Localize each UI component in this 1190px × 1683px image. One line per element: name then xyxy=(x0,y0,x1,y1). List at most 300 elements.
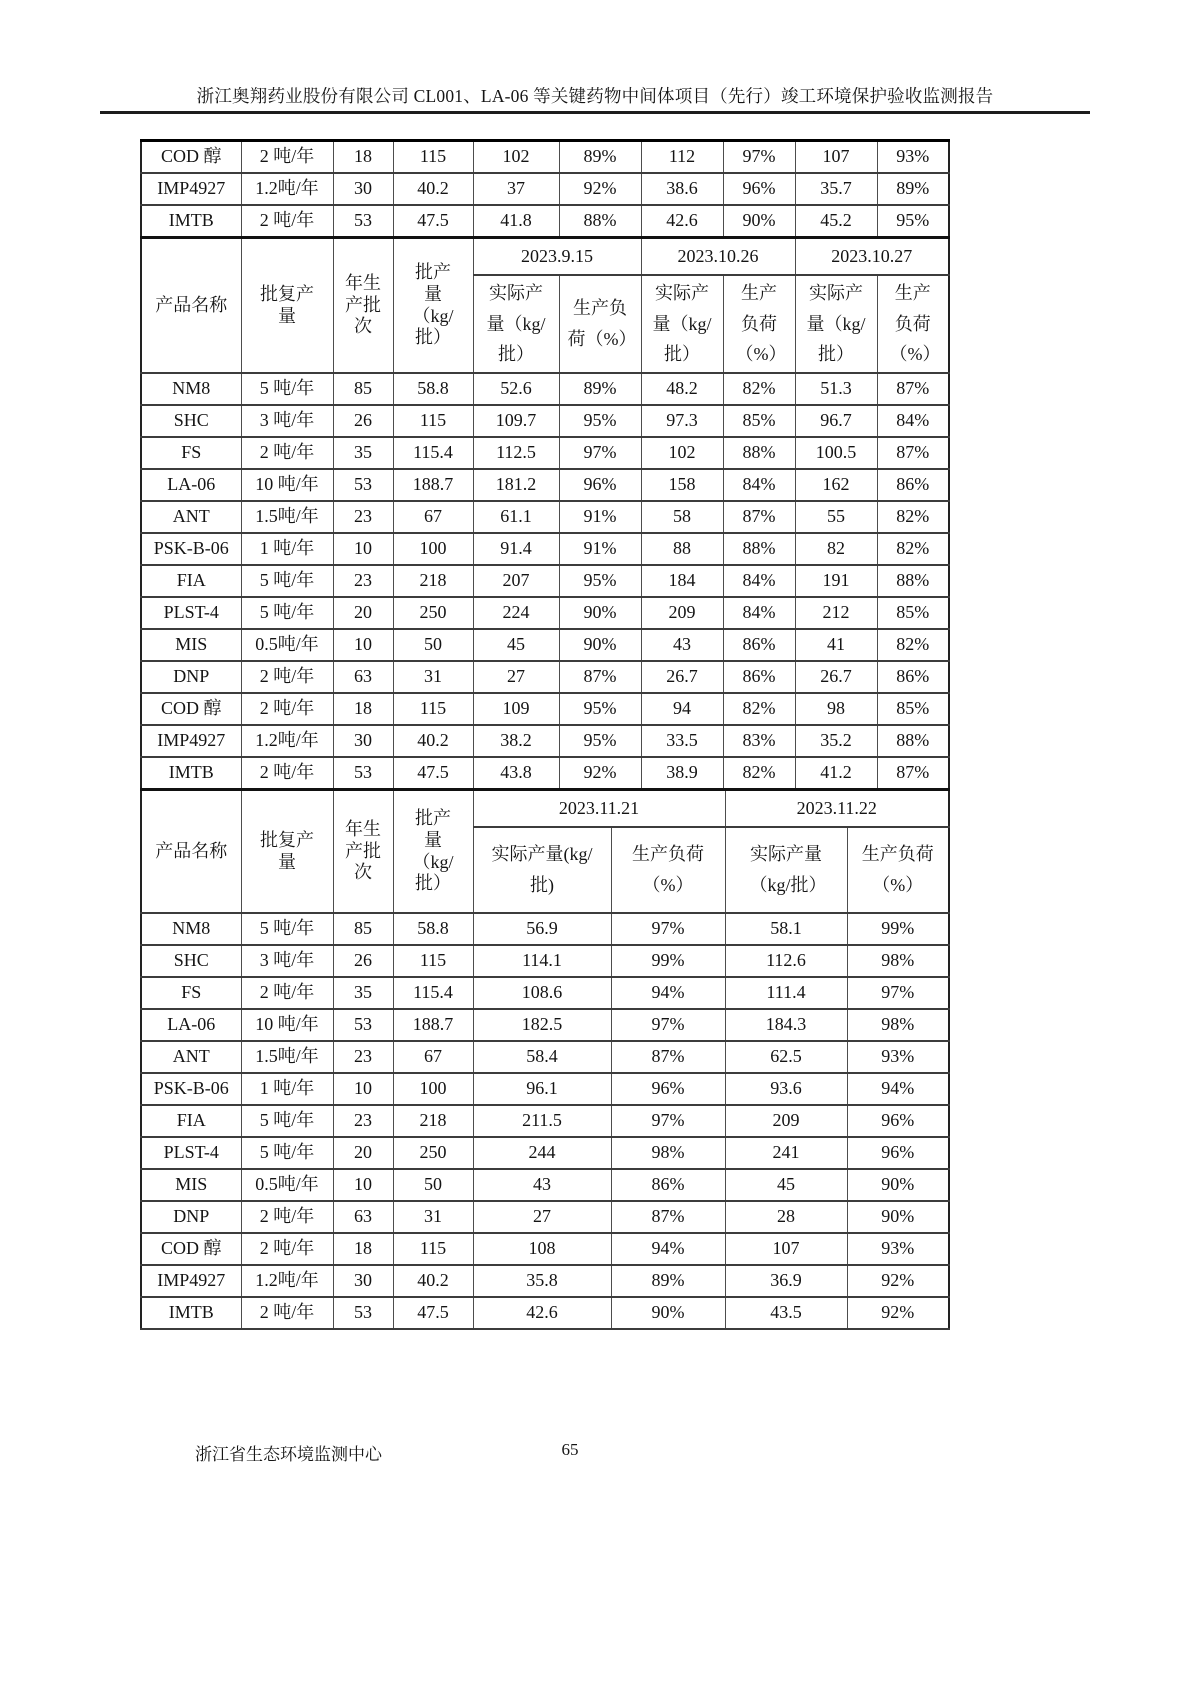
value-cell: 92% xyxy=(847,1265,949,1297)
value-cell: 209 xyxy=(725,1105,847,1137)
value-cell: 35.7 xyxy=(795,173,877,205)
value-cell: 250 xyxy=(393,1137,473,1169)
value-cell: 40.2 xyxy=(393,725,473,757)
value-cell: 94% xyxy=(611,1233,725,1265)
table-row xyxy=(141,1009,949,1041)
value-cell: 10 吨/年 xyxy=(241,469,333,501)
col-header-annual-batches: 年生产批次 xyxy=(333,790,393,914)
product-name-cell: IMP4927 xyxy=(141,173,241,205)
product-name-cell: FS xyxy=(141,437,241,469)
value-cell: 82% xyxy=(723,757,795,789)
value-cell: 27 xyxy=(473,661,559,693)
value-cell: 1.2吨/年 xyxy=(241,725,333,757)
value-cell: 88% xyxy=(877,725,949,757)
value-cell: 88 xyxy=(641,533,723,565)
value-cell: 10 xyxy=(333,1169,393,1201)
table-row xyxy=(141,1169,949,1201)
product-name-cell: LA-06 xyxy=(141,469,241,501)
value-cell: 98% xyxy=(611,1137,725,1169)
value-cell: 115 xyxy=(393,693,473,725)
product-name-cell: ANT xyxy=(141,501,241,533)
product-name-cell: NM8 xyxy=(141,373,241,405)
value-cell: 61.1 xyxy=(473,501,559,533)
table-row xyxy=(141,1233,949,1265)
value-cell: 47.5 xyxy=(393,205,473,237)
value-cell: 53 xyxy=(333,205,393,237)
value-cell: 90% xyxy=(559,629,641,661)
value-cell: 23 xyxy=(333,1041,393,1073)
table-row xyxy=(141,1265,949,1297)
value-cell: 83% xyxy=(723,725,795,757)
product-name-cell: DNP xyxy=(141,661,241,693)
value-cell: 1 吨/年 xyxy=(241,1073,333,1105)
value-cell: 108 xyxy=(473,1233,611,1265)
value-cell: 0.5吨/年 xyxy=(241,629,333,661)
value-cell: 115 xyxy=(393,141,473,174)
value-cell: 89% xyxy=(611,1265,725,1297)
value-cell: 241 xyxy=(725,1137,847,1169)
col-header-batch-output: 批产量（kg/批） xyxy=(393,238,473,374)
col-header-production-load: 生产负荷（%） xyxy=(611,827,725,913)
value-cell: 41.2 xyxy=(795,757,877,789)
value-cell: 94% xyxy=(847,1073,949,1105)
value-cell: 20 xyxy=(333,597,393,629)
value-cell: 96% xyxy=(847,1105,949,1137)
value-cell: 5 吨/年 xyxy=(241,1137,333,1169)
value-cell: 42.6 xyxy=(473,1297,611,1329)
value-cell: 250 xyxy=(393,597,473,629)
product-name-cell: PSK-B-06 xyxy=(141,533,241,565)
value-cell: 2 吨/年 xyxy=(241,1297,333,1329)
col-header-production-load: 生产负荷（%） xyxy=(723,275,795,373)
value-cell: 100 xyxy=(393,533,473,565)
value-cell: 26 xyxy=(333,405,393,437)
value-cell: 2 吨/年 xyxy=(241,141,333,174)
value-cell: 58.8 xyxy=(393,913,473,945)
value-cell: 23 xyxy=(333,1105,393,1137)
value-cell: 209 xyxy=(641,597,723,629)
value-cell: 2 吨/年 xyxy=(241,977,333,1009)
value-cell: 10 xyxy=(333,1073,393,1105)
value-cell: 26.7 xyxy=(641,661,723,693)
value-cell: 88% xyxy=(723,533,795,565)
value-cell: 58 xyxy=(641,501,723,533)
value-cell: 51.3 xyxy=(795,373,877,405)
product-name-cell: COD 醇 xyxy=(141,141,241,174)
product-name-cell: MIS xyxy=(141,1169,241,1201)
value-cell: 33.5 xyxy=(641,725,723,757)
col-header-approved-output: 批复产量 xyxy=(241,238,333,374)
value-cell: 86% xyxy=(877,661,949,693)
value-cell: 43.5 xyxy=(725,1297,847,1329)
date-header-2023-9-15: 2023.9.15 xyxy=(473,238,641,276)
value-cell: 96.1 xyxy=(473,1073,611,1105)
value-cell: 97% xyxy=(847,977,949,1009)
table-row xyxy=(141,565,949,597)
value-cell: 95% xyxy=(559,405,641,437)
value-cell: 97% xyxy=(611,1009,725,1041)
value-cell: 5 吨/年 xyxy=(241,565,333,597)
value-cell: 40.2 xyxy=(393,1265,473,1297)
date-header-2023-10-26: 2023.10.26 xyxy=(641,238,795,276)
value-cell: 43.8 xyxy=(473,757,559,789)
value-cell: 27 xyxy=(473,1201,611,1233)
value-cell: 188.7 xyxy=(393,1009,473,1041)
value-cell: 97% xyxy=(559,437,641,469)
value-cell: 85% xyxy=(877,597,949,629)
table-row xyxy=(141,437,949,469)
product-name-cell: LA-06 xyxy=(141,1009,241,1041)
value-cell: 23 xyxy=(333,565,393,597)
product-name-cell: PSK-B-06 xyxy=(141,1073,241,1105)
value-cell: 162 xyxy=(795,469,877,501)
value-cell: 115.4 xyxy=(393,437,473,469)
table-row xyxy=(141,1201,949,1233)
value-cell: 91.4 xyxy=(473,533,559,565)
value-cell: 2 吨/年 xyxy=(241,1201,333,1233)
value-cell: 87% xyxy=(611,1041,725,1073)
value-cell: 53 xyxy=(333,757,393,789)
value-cell: 158 xyxy=(641,469,723,501)
table-continuation-section xyxy=(140,139,950,238)
table-row xyxy=(141,693,949,725)
product-name-cell: IMTB xyxy=(141,1297,241,1329)
value-cell: 1.5吨/年 xyxy=(241,1041,333,1073)
product-name-cell: NM8 xyxy=(141,913,241,945)
value-cell: 89% xyxy=(559,141,641,174)
value-cell: 97% xyxy=(723,141,795,174)
value-cell: 181.2 xyxy=(473,469,559,501)
value-cell: 10 xyxy=(333,533,393,565)
value-cell: 95% xyxy=(877,205,949,237)
product-name-cell: IMP4927 xyxy=(141,1265,241,1297)
value-cell: 115 xyxy=(393,405,473,437)
value-cell: 35.8 xyxy=(473,1265,611,1297)
table-row xyxy=(141,205,949,237)
table-row xyxy=(141,977,949,1009)
value-cell: 67 xyxy=(393,1041,473,1073)
value-cell: 96% xyxy=(723,173,795,205)
table-sep-oct-section xyxy=(140,236,950,790)
value-cell: 88% xyxy=(723,437,795,469)
value-cell: 85% xyxy=(877,693,949,725)
value-cell: 5 吨/年 xyxy=(241,597,333,629)
value-cell: 86% xyxy=(877,469,949,501)
value-cell: 38.2 xyxy=(473,725,559,757)
value-cell: 212 xyxy=(795,597,877,629)
value-cell: 207 xyxy=(473,565,559,597)
table-row xyxy=(141,913,949,945)
value-cell: 109.7 xyxy=(473,405,559,437)
value-cell: 2 吨/年 xyxy=(241,437,333,469)
value-cell: 82% xyxy=(877,629,949,661)
value-cell: 89% xyxy=(559,373,641,405)
value-cell: 88% xyxy=(559,205,641,237)
value-cell: 18 xyxy=(333,1233,393,1265)
value-cell: 62.5 xyxy=(725,1041,847,1073)
table-row xyxy=(141,469,949,501)
table-row xyxy=(141,1297,949,1329)
value-cell: 30 xyxy=(333,1265,393,1297)
value-cell: 31 xyxy=(393,1201,473,1233)
table-row xyxy=(141,1137,949,1169)
header-divider xyxy=(100,111,1090,114)
table-row xyxy=(141,757,949,789)
product-name-cell: SHC xyxy=(141,945,241,977)
value-cell: 184.3 xyxy=(725,1009,847,1041)
value-cell: 87% xyxy=(877,373,949,405)
value-cell: 30 xyxy=(333,725,393,757)
value-cell: 5 吨/年 xyxy=(241,1105,333,1137)
value-cell: 88% xyxy=(877,565,949,597)
value-cell: 96% xyxy=(611,1073,725,1105)
value-cell: 56.9 xyxy=(473,913,611,945)
value-cell: 23 xyxy=(333,501,393,533)
value-cell: 3 吨/年 xyxy=(241,405,333,437)
value-cell: 26.7 xyxy=(795,661,877,693)
col-header-product: 产品名称 xyxy=(141,790,241,914)
value-cell: 45.2 xyxy=(795,205,877,237)
value-cell: 86% xyxy=(723,629,795,661)
value-cell: 114.1 xyxy=(473,945,611,977)
value-cell: 30 xyxy=(333,173,393,205)
value-cell: 211.5 xyxy=(473,1105,611,1137)
table-row xyxy=(141,533,949,565)
value-cell: 244 xyxy=(473,1137,611,1169)
value-cell: 92% xyxy=(559,757,641,789)
value-cell: 188.7 xyxy=(393,469,473,501)
value-cell: 20 xyxy=(333,1137,393,1169)
value-cell: 102 xyxy=(641,437,723,469)
table-row xyxy=(141,597,949,629)
value-cell: 97% xyxy=(611,913,725,945)
value-cell: 99% xyxy=(847,913,949,945)
value-cell: 85% xyxy=(723,405,795,437)
value-cell: 224 xyxy=(473,597,559,629)
value-cell: 84% xyxy=(723,469,795,501)
col-header-approved-output: 批复产量 xyxy=(241,790,333,914)
product-name-cell: IMTB xyxy=(141,205,241,237)
table-row xyxy=(141,1105,949,1137)
value-cell: 99% xyxy=(611,945,725,977)
product-name-cell: COD 醇 xyxy=(141,693,241,725)
value-cell: 1.2吨/年 xyxy=(241,173,333,205)
value-cell: 108.6 xyxy=(473,977,611,1009)
value-cell: 5 吨/年 xyxy=(241,373,333,405)
col-header-product: 产品名称 xyxy=(141,238,241,374)
value-cell: 97.3 xyxy=(641,405,723,437)
value-cell: 92% xyxy=(847,1297,949,1329)
value-cell: 53 xyxy=(333,1297,393,1329)
value-cell: 55 xyxy=(795,501,877,533)
value-cell: 2 吨/年 xyxy=(241,757,333,789)
value-cell: 63 xyxy=(333,1201,393,1233)
value-cell: 41 xyxy=(795,629,877,661)
value-cell: 82% xyxy=(723,373,795,405)
value-cell: 47.5 xyxy=(393,1297,473,1329)
value-cell: 102 xyxy=(473,141,559,174)
value-cell: 1 吨/年 xyxy=(241,533,333,565)
value-cell: 94 xyxy=(641,693,723,725)
col-header-actual-output: 实际产量（kg/批） xyxy=(473,275,559,373)
product-name-cell: PLST-4 xyxy=(141,1137,241,1169)
value-cell: 50 xyxy=(393,1169,473,1201)
table-nov-section xyxy=(140,788,950,1330)
value-cell: 10 吨/年 xyxy=(241,1009,333,1041)
value-cell: 53 xyxy=(333,1009,393,1041)
value-cell: 2 吨/年 xyxy=(241,661,333,693)
table-row xyxy=(141,725,949,757)
value-cell: 95% xyxy=(559,693,641,725)
value-cell: 47.5 xyxy=(393,757,473,789)
page-header-title: 浙江奥翔药业股份有限公司 CL001、LA-06 等关键药物中间体项目（先行）竣工环境保护验收监测报告 xyxy=(196,86,994,106)
value-cell: 115.4 xyxy=(393,977,473,1009)
value-cell: 93% xyxy=(847,1041,949,1073)
value-cell: 93.6 xyxy=(725,1073,847,1105)
value-cell: 67 xyxy=(393,501,473,533)
value-cell: 87% xyxy=(723,501,795,533)
value-cell: 95% xyxy=(559,565,641,597)
value-cell: 2 吨/年 xyxy=(241,205,333,237)
value-cell: 112 xyxy=(641,141,723,174)
date-header-2023-10-27: 2023.10.27 xyxy=(795,238,949,276)
value-cell: 43 xyxy=(473,1169,611,1201)
value-cell: 112.6 xyxy=(725,945,847,977)
value-cell: 191 xyxy=(795,565,877,597)
table-row xyxy=(141,141,949,174)
value-cell: 18 xyxy=(333,141,393,174)
value-cell: 82% xyxy=(723,693,795,725)
value-cell: 35.2 xyxy=(795,725,877,757)
value-cell: 3 吨/年 xyxy=(241,945,333,977)
value-cell: 82 xyxy=(795,533,877,565)
value-cell: 93% xyxy=(877,141,949,174)
value-cell: 84% xyxy=(723,597,795,629)
value-cell: 91% xyxy=(559,533,641,565)
col-header-actual-output: 实际产量(kg/批) xyxy=(473,827,611,913)
value-cell: 96% xyxy=(847,1137,949,1169)
value-cell: 43 xyxy=(641,629,723,661)
table-row xyxy=(141,373,949,405)
col-header-actual-output: 实际产量（kg/批） xyxy=(641,275,723,373)
value-cell: 97% xyxy=(611,1105,725,1137)
product-name-cell: FIA xyxy=(141,565,241,597)
footer-organization: 浙江省生态环境监测中心 xyxy=(195,1445,382,1464)
table-row xyxy=(141,945,949,977)
product-name-cell: IMTB xyxy=(141,757,241,789)
value-cell: 96.7 xyxy=(795,405,877,437)
value-cell: 89% xyxy=(877,173,949,205)
value-cell: 18 xyxy=(333,693,393,725)
value-cell: 1.5吨/年 xyxy=(241,501,333,533)
product-name-cell: DNP xyxy=(141,1201,241,1233)
value-cell: 85 xyxy=(333,373,393,405)
value-cell: 85 xyxy=(333,913,393,945)
table-row xyxy=(141,173,949,205)
value-cell: 38.6 xyxy=(641,173,723,205)
production-load-table xyxy=(140,139,950,1330)
date-header-2023-11-22: 2023.11.22 xyxy=(725,790,949,828)
value-cell: 100.5 xyxy=(795,437,877,469)
value-cell: 38.9 xyxy=(641,757,723,789)
value-cell: 90% xyxy=(559,597,641,629)
value-cell: 90% xyxy=(723,205,795,237)
value-cell: 52.6 xyxy=(473,373,559,405)
value-cell: 58.4 xyxy=(473,1041,611,1073)
page-number: 65 xyxy=(561,1440,579,1459)
value-cell: 98% xyxy=(847,945,949,977)
value-cell: 92% xyxy=(559,173,641,205)
value-cell: 93% xyxy=(847,1233,949,1265)
value-cell: 184 xyxy=(641,565,723,597)
value-cell: 10 xyxy=(333,629,393,661)
value-cell: 37 xyxy=(473,173,559,205)
value-cell: 90% xyxy=(847,1201,949,1233)
date-header-2023-11-21: 2023.11.21 xyxy=(473,790,725,828)
value-cell: 48.2 xyxy=(641,373,723,405)
value-cell: 45 xyxy=(725,1169,847,1201)
value-cell: 40.2 xyxy=(393,173,473,205)
col-header-actual-output: 实际产量（kg/批） xyxy=(795,275,877,373)
value-cell: 111.4 xyxy=(725,977,847,1009)
value-cell: 82% xyxy=(877,533,949,565)
value-cell: 28 xyxy=(725,1201,847,1233)
value-cell: 42.6 xyxy=(641,205,723,237)
value-cell: 95% xyxy=(559,725,641,757)
value-cell: 87% xyxy=(611,1201,725,1233)
col-header-production-load: 生产负荷（%） xyxy=(559,275,641,373)
value-cell: 182.5 xyxy=(473,1009,611,1041)
table-row xyxy=(141,1073,949,1105)
value-cell: 100 xyxy=(393,1073,473,1105)
value-cell: 109 xyxy=(473,693,559,725)
value-cell: 1.2吨/年 xyxy=(241,1265,333,1297)
value-cell: 115 xyxy=(393,1233,473,1265)
value-cell: 45 xyxy=(473,629,559,661)
col-header-actual-output: 实际产量（kg/批） xyxy=(725,827,847,913)
value-cell: 115 xyxy=(393,945,473,977)
value-cell: 84% xyxy=(723,565,795,597)
value-cell: 86% xyxy=(611,1169,725,1201)
table-row xyxy=(141,501,949,533)
value-cell: 2 吨/年 xyxy=(241,1233,333,1265)
table-row xyxy=(141,661,949,693)
value-cell: 107 xyxy=(725,1233,847,1265)
value-cell: 90% xyxy=(611,1297,725,1329)
value-cell: 98 xyxy=(795,693,877,725)
value-cell: 86% xyxy=(723,661,795,693)
product-name-cell: ANT xyxy=(141,1041,241,1073)
value-cell: 58.8 xyxy=(393,373,473,405)
value-cell: 58.1 xyxy=(725,913,847,945)
product-name-cell: MIS xyxy=(141,629,241,661)
value-cell: 35 xyxy=(333,437,393,469)
value-cell: 5 吨/年 xyxy=(241,913,333,945)
table-row xyxy=(141,1041,949,1073)
value-cell: 91% xyxy=(559,501,641,533)
value-cell: 82% xyxy=(877,501,949,533)
value-cell: 87% xyxy=(559,661,641,693)
value-cell: 218 xyxy=(393,1105,473,1137)
value-cell: 90% xyxy=(847,1169,949,1201)
value-cell: 112.5 xyxy=(473,437,559,469)
value-cell: 36.9 xyxy=(725,1265,847,1297)
col-header-annual-batches: 年生产批次 xyxy=(333,238,393,374)
col-header-batch-output: 批产量（kg/批） xyxy=(393,790,473,914)
table-row xyxy=(141,405,949,437)
col-header-production-load: 生产负荷（%） xyxy=(877,275,949,373)
product-name-cell: SHC xyxy=(141,405,241,437)
